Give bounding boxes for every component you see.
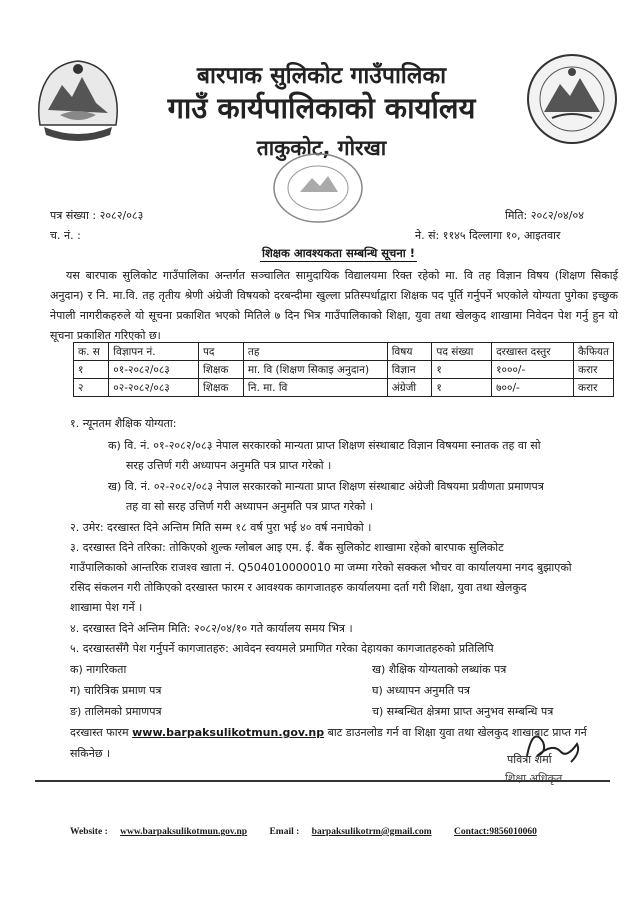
- footer-email: [269, 827, 441, 837]
- footer-divider: [35, 780, 610, 782]
- date: मिति: २०८२/०४/०४: [505, 209, 584, 222]
- table-cell: करार: [574, 361, 614, 379]
- municipality-logo-icon: [522, 52, 622, 146]
- document-item: च) सम्बन्धित क्षेत्रमा प्राप्त अनुभव सम्बन्धि पत्र: [372, 705, 554, 718]
- dispatch-number: च. नं. :: [50, 229, 81, 242]
- letter-number: पत्र संख्या : २०८२/०८३: [50, 209, 144, 222]
- signatory-designation: शिक्षा अधिकृत: [505, 772, 563, 785]
- table-row: [74, 379, 614, 397]
- form-download-text: दरखास्त फारम: [70, 726, 133, 739]
- document-item: क) नागरिकता: [70, 663, 127, 676]
- table-cell: अंग्रेजी: [387, 379, 432, 397]
- signatory-name: पवित्रा शर्मा: [507, 753, 552, 766]
- qualification-heading: १. न्यूनतम शैक्षिक योग्यता:: [70, 417, 177, 430]
- notice-title: शिक्षक आवश्यकता सम्बन्धि सूचना !: [262, 246, 415, 260]
- form-download-end: सकिनेछ ।: [70, 747, 111, 760]
- table-cell: १०००/-: [492, 361, 574, 379]
- document-item: ग) चारित्रिक प्रमाण पत्र: [70, 684, 162, 697]
- table-cell: नि. मा. वि: [243, 379, 387, 397]
- table-cell: १: [432, 361, 492, 379]
- column-header: विषय: [387, 343, 432, 361]
- age-requirement: २. उमेर: दरखास्त दिने अन्तिम मिति सम्म १८ वर्ष पुरा भई ४० वर्ष ननाघेको ।: [70, 521, 372, 534]
- document-item: घ) अध्यापन अनुमति पत्र: [372, 684, 470, 697]
- column-header: तह: [243, 343, 387, 361]
- table-row: [74, 361, 614, 379]
- table-cell: १: [432, 379, 492, 397]
- website-label: Website :: [70, 827, 111, 837]
- nepal-emblem-icon: [30, 55, 126, 145]
- office-stamp-icon: [268, 148, 368, 228]
- document-item: ङ) तालिमको प्रमाणपत्र: [70, 705, 162, 718]
- column-header: दरखास्त दस्तुर: [492, 343, 574, 361]
- municipality-name: बारपाक सुलिकोट गाउँपालिका: [196, 63, 447, 89]
- office-name: गाउँ कार्यपालिकाको कार्यालय: [167, 91, 476, 125]
- table-cell: ०२-२०८२/०८३: [109, 379, 199, 397]
- document-item: ख) शैक्षिक योग्यताको लब्धांक पत्र: [372, 663, 507, 676]
- table-cell: करार: [574, 379, 614, 397]
- table-cell: शिक्षक: [198, 379, 243, 397]
- footer-email-link[interactable]: barpaksulikotrm@gmail.com: [311, 827, 432, 837]
- qualification-kha-line1: ख) वि. नं. ०२-२०८२/०८३ नेपाल सरकारको मान्यता प्राप्त शिक्षण संस्थाबाट अंग्रेजी विषयमा प्रवीणता प्रमाणपत्र: [108, 480, 544, 493]
- form-download-text: बाट डाउनलोड गर्न वा शिक्षा युवा तथा खेलकुद शाखाबाट प्राप्त गर्न: [324, 726, 587, 739]
- office-location: ताकुकोट, गोरखा: [256, 136, 387, 160]
- documents-heading: ५. दरखास्तसँगै पेश गर्नुपर्ने कागजातहरु: आवेदन स्वयमले प्रमाणित गरेका देहायका कागजातहरुको प्रतिलिपि: [70, 642, 494, 655]
- nepal-sambat-date: ने. सं: ११४५ दिल्लागा १०, आइतवार: [415, 229, 561, 242]
- application-method-line4: शाखामा पेश गर्ने ।: [70, 601, 143, 614]
- application-method-line1: ३. दरखास्त दिने तरिका: तोकिएको शुल्क ग्लोबल आइ एम. ई. बैंक सुलिकोट शाखामा रहेको बारपाक सुलिकोट: [70, 541, 504, 554]
- notice-paragraph: यस बारपाक सुलिकोट गाउँपालिका अन्तर्गत सञ्चालित सामुदायिक विद्यालयमा रिक्त रहेको मा. वि तह विज्ञान विषय (शिक्षण सिकाई अनुदान) र नि. मा.वि. तह तृतीय श्रेणी अंग्रेजी विषयको दरबन्दीमा खुल्ला प्रतिस्पर्धाद्वारा शिक्षक पद पूर्ति गर्नुपर्ने भएकोले योग्यता पुगेका इच्छुक नेपाली नागरीकहरुले यो सूचना प्रकाशित भएको मितिले ७ दिन भित्र गाउँपालिकाको शिक्षा, युवा तथा खेलकुद शाखामा निवेदन पेश गर्नु हुन यो सूचना प्रकाशित गरिएको छ।: [50, 269, 618, 342]
- application-method-line3: रसिद संकलन गरी तोकिएको दरखास्त फारम र आवश्यक कागजातहरु कार्यालयमा दर्ता गरी शिक्षा, युवा तथा खेलकुद: [70, 581, 527, 594]
- column-header: पद: [198, 343, 243, 361]
- vacancy-table: [73, 342, 614, 397]
- table-cell: विज्ञान: [387, 361, 432, 379]
- table-cell: ७००/-: [492, 379, 574, 397]
- footer: [70, 827, 547, 837]
- column-header: विज्ञापन नं.: [109, 343, 199, 361]
- table-cell: मा. वि (शिक्षण सिकाइ अनुदान): [243, 361, 387, 379]
- footer-website-link[interactable]: www.barpaksulikotmun.gov.np: [120, 827, 248, 837]
- column-header: कैफियत: [574, 343, 614, 361]
- table-cell: २: [74, 379, 109, 397]
- column-header: पद संख्या: [432, 343, 492, 361]
- table-cell: ०१-२०८२/०८३: [109, 361, 199, 379]
- application-method-line2: गाउँपालिकाको आन्तरिक राजश्व खाता नं. Q504010000010 मा जम्मा गरेको सक्कल भौचर वा कार्यालयमा नगद बुझाएको: [70, 561, 572, 574]
- qualification-ka-line2: सरह उत्तिर्ण गरी अध्यापन अनुमति पत्र प्राप्त गरेको ।: [126, 459, 332, 472]
- email-label: Email :: [269, 827, 302, 837]
- website-link[interactable]: www.barpaksulikotmun.gov.np: [132, 726, 325, 739]
- column-header: क. स: [74, 343, 109, 361]
- table-cell: १: [74, 361, 109, 379]
- footer-website: [70, 827, 257, 837]
- qualification-ka-line1: क) वि. नं. ०१-२०८२/०८३ नेपाल सरकारको मान्यता प्राप्त शिक्षण संस्थाबाट विज्ञान विषयमा स्नातक तह वा सो: [108, 439, 541, 452]
- footer-contact: Contact:9856010060: [453, 827, 537, 837]
- qualification-kha-line2: तह वा सो सरह उत्तिर्ण गरी अध्यापन अनुमति पत्र प्राप्त गरेको ।: [126, 500, 374, 513]
- table-cell: शिक्षक: [198, 361, 243, 379]
- table-header-row: [74, 343, 614, 361]
- deadline: ४. दरखास्त दिने अन्तिम मिति: २०८२/०४/१० गते कार्यालय समय भित्र ।: [70, 622, 353, 635]
